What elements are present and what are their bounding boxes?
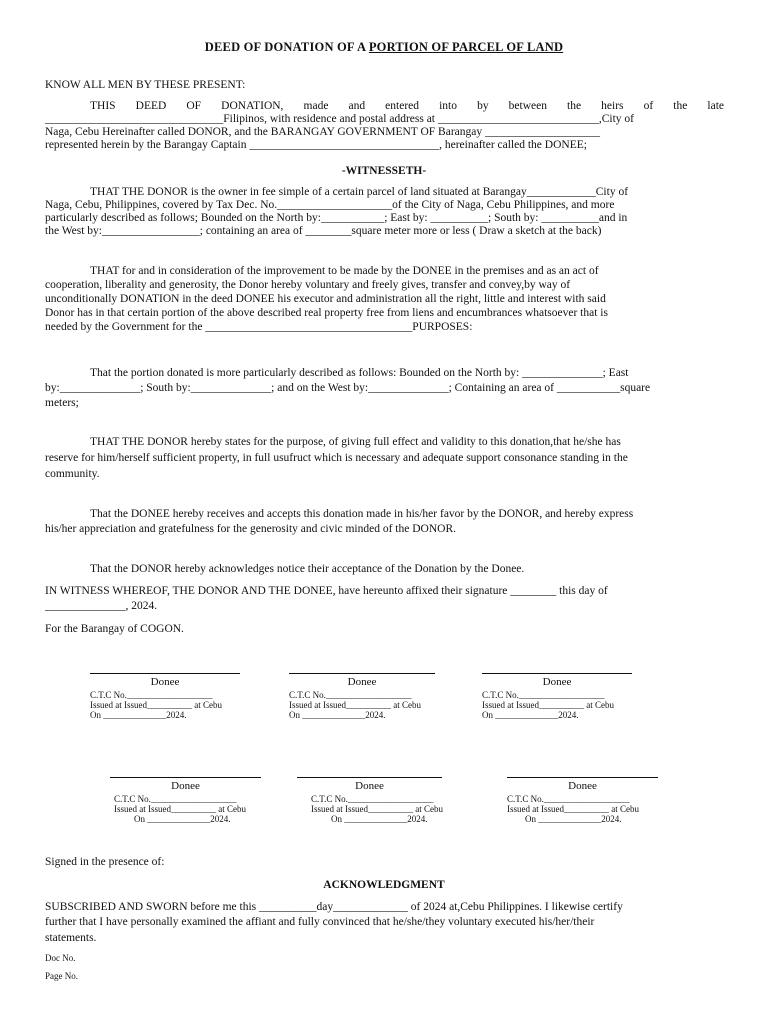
para1-line2: _______________________________Filipinos, with residence and postal address at ____________________________,City of xyxy=(45,113,635,125)
para2-line3: particularly described as follows; Bounded on the North by:___________; East by: __________; South by: __________and in xyxy=(45,212,628,224)
para3-line1: THAT for and in consideration of the improvement to be made by the DONEE in the premises and as an act of xyxy=(90,265,599,277)
para7-line1: That the DONOR hereby acknowledges notice their acceptance of the Donation by the Donee. xyxy=(90,563,525,575)
para3-line2: cooperation, liberality and generosity, the Donor hereby voluntary and freely gives, transfer and convey,by way of xyxy=(45,279,571,291)
title-part-1: DEED OF DONATION OF A xyxy=(204,40,369,54)
on-field: On ______________2024. xyxy=(134,814,231,824)
on-field: On ______________2024. xyxy=(331,814,428,824)
issued-field: Issued at Issued__________ at Cebu xyxy=(289,700,421,710)
donee-signature-block xyxy=(507,777,658,824)
para1-line3: Naga, Cebu Hereinafter called DONOR, and the BARANGAY GOVERNMENT OF Barangay ____________________ xyxy=(45,126,600,138)
document-title xyxy=(0,40,768,55)
ack-line2: further that I have personally examined the affiant and fully convinced that he/she/they voluntary executed his/her/their xyxy=(45,916,595,928)
witness-line2: ______________, 2024. xyxy=(45,600,158,612)
ctc-field: C.T.C No.___________________ xyxy=(114,794,237,804)
para5-line2: reserve for him/herself sufficient property, in full usufruct which is necessary and adequate support consonance standing in the xyxy=(45,452,628,464)
on-field: On ______________2024. xyxy=(482,710,579,720)
para4-line1: That the portion donated is more particularly described as follows: Bounded on the North by: ______________; East xyxy=(90,367,629,379)
signature-role: Donee xyxy=(568,780,597,792)
on-field: On ______________2024. xyxy=(289,710,386,720)
acknowledgment-heading: ACKNOWLEDGMENT xyxy=(323,879,445,891)
signature-line xyxy=(482,673,632,674)
signature-line xyxy=(90,673,240,674)
para2-line1: THAT THE DONOR is the owner in fee simple of a certain parcel of land situated at Barangay____________City of xyxy=(90,186,629,198)
para2-line4: the West by:_________________; containing an area of ________square meter more or less ( Draw a sketch at the back) xyxy=(45,225,602,237)
issued-field: Issued at Issued__________ at Cebu xyxy=(311,804,443,814)
para4-line3: meters; xyxy=(45,397,79,409)
para6-line1: That the DONEE hereby receives and accepts this donation made in his/her favor by the DONOR, and hereby express xyxy=(90,508,634,520)
donee-signature-block xyxy=(90,673,240,720)
para3-line3: unconditionally DONATION in the deed DONEE his executor and administration all the right, little and interest with said xyxy=(45,293,606,305)
page-no: Page No. xyxy=(45,971,78,981)
para1-line1: THIS DEED OF DONATION, made and entered into by between the heirs of the late xyxy=(90,100,724,112)
title-part-2: PORTION OF PARCEL OF LAND xyxy=(368,40,564,54)
doc-no: Doc No. xyxy=(45,953,76,963)
ctc-field: C.T.C No.___________________ xyxy=(311,794,434,804)
signed-presence: Signed in the presence of: xyxy=(45,856,165,868)
signature-role: Donee xyxy=(347,676,377,688)
issued-field: Issued at Issued__________ at Cebu xyxy=(90,700,222,710)
ctc-field: C.T.C No.___________________ xyxy=(507,794,630,804)
on-field: On ______________2024. xyxy=(525,814,622,824)
issued-field: Issued at Issued__________ at Cebu xyxy=(482,700,614,710)
para5-line3: community. xyxy=(45,468,100,480)
signature-line xyxy=(289,673,435,674)
issued-field: Issued at Issued__________ at Cebu xyxy=(114,804,246,814)
signature-line xyxy=(507,777,658,778)
donee-signature-block xyxy=(289,673,435,720)
witnesseth-heading: -WITNESSETH- xyxy=(341,165,427,177)
para3-line4: Donor has in that certain portion of the above described real property free from liens and encumbrances whatsoever that is xyxy=(45,307,608,319)
signature-role: Donee xyxy=(355,780,384,792)
signature-line xyxy=(297,777,442,778)
know-all-heading: KNOW ALL MEN BY THESE PRESENT: xyxy=(45,79,246,91)
donee-signature-block xyxy=(482,673,632,720)
signature-role: Donee xyxy=(542,676,572,688)
signature-line xyxy=(110,777,261,778)
para4-line2: by:______________; South by:______________; and on the West by:______________; Containing an area of ___________square xyxy=(45,382,651,394)
donee-signature-block xyxy=(110,777,261,824)
witness-line1: IN WITNESS WHEREOF, THE DONOR AND THE DONEE, have hereunto affixed their signature ________ this day of xyxy=(45,585,608,597)
ack-line3: statements. xyxy=(45,932,97,944)
donee-signature-block xyxy=(297,777,442,824)
para1-line4: represented herein by the Barangay Captain _________________________________, hereinafter called the DONEE; xyxy=(45,139,587,151)
para5-line1: THAT THE DONOR hereby states for the purpose, of giving full effect and validity to this donation,that he/she has xyxy=(90,436,621,448)
ctc-field: C.T.C No.___________________ xyxy=(482,690,605,700)
para2-line2: Naga, Cebu, Philippines, covered by Tax Dec. No.____________________of the City of Naga, Cebu Philippines, and more xyxy=(45,199,615,211)
para3-line5: needed by the Government for the ____________________________________PURPOSES: xyxy=(45,321,473,333)
on-field: On ______________2024. xyxy=(90,710,187,720)
ack-line1: SUBSCRIBED AND SWORN before me this __________day_____________ of 2024 at,Cebu Philippines. I likewise certify xyxy=(45,901,623,913)
ctc-field: C.T.C No.___________________ xyxy=(289,690,412,700)
for-barangay: For the Barangay of COGON. xyxy=(45,623,184,635)
ctc-field: C.T.C No.___________________ xyxy=(90,690,213,700)
signature-role: Donee xyxy=(150,676,180,688)
issued-field: Issued at Issued__________ at Cebu xyxy=(507,804,639,814)
para6-line2: his/her appreciation and gratefulness for the generosity and civic minded of the DONOR. xyxy=(45,523,457,535)
signature-role: Donee xyxy=(171,780,200,792)
